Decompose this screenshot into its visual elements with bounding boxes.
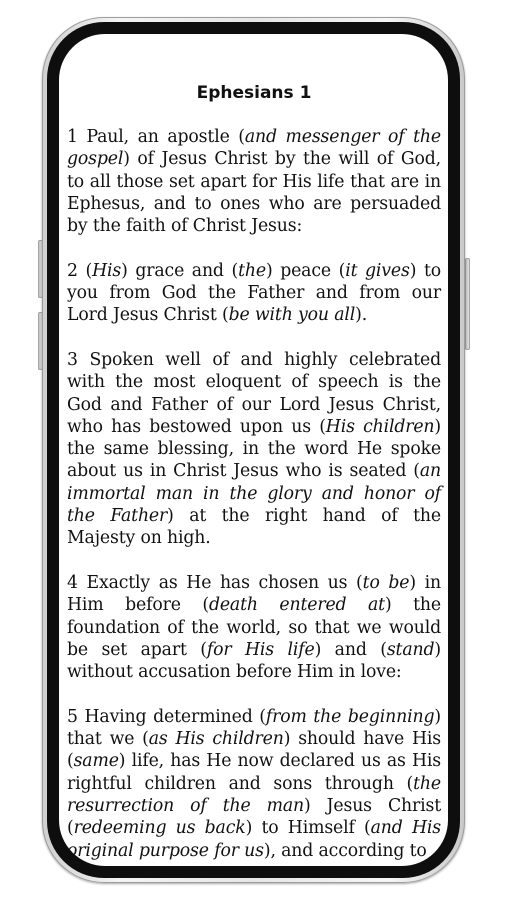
verse-text: ), and according to bbox=[263, 840, 427, 861]
verse-italic-text: for His life bbox=[206, 639, 315, 660]
verse-paragraph bbox=[67, 126, 441, 237]
verse-text: 4 Exactly as He has chosen us ( bbox=[67, 572, 363, 593]
verse-text: 1 Paul, an apostle ( bbox=[67, 127, 245, 147]
verse-text: ) should have His ( bbox=[67, 729, 441, 772]
verse-text: ) in Him before ( bbox=[67, 572, 441, 616]
verse-paragraph bbox=[67, 349, 441, 550]
verse-italic-text: be with you all bbox=[228, 305, 356, 326]
verse-italic-text: to be bbox=[362, 572, 410, 593]
verse-text: ). bbox=[355, 305, 368, 326]
phone-frame bbox=[42, 17, 465, 883]
verse-text: 2 ( bbox=[67, 260, 93, 281]
verse-italic-text: and His original purpose for us bbox=[67, 818, 441, 861]
verse-text: ) grace and ( bbox=[121, 260, 239, 281]
verse-italic-text: stand bbox=[386, 639, 435, 660]
verse-text: ) the foundation of the world, so that we would be set apart ( bbox=[67, 595, 441, 660]
verse-italic-text: an immortal man in the glory and honor of the Father bbox=[67, 461, 441, 527]
verse-text: 3 Spoken well of and highly celebrated with the most eloquent of speech is the God and Father of our Lord Jesus Christ, who has bestowed upon us ( bbox=[67, 349, 441, 437]
verse-italic-text: same bbox=[73, 751, 119, 772]
verse-italic-text: death entered at bbox=[208, 595, 385, 616]
verse-paragraph bbox=[67, 572, 441, 683]
verse-italic-text: it gives bbox=[345, 260, 410, 281]
verse-text: ) at the right hand of the Majesty on high. bbox=[67, 506, 441, 549]
verse-text: ) peace ( bbox=[265, 260, 346, 281]
verse-text: ) to you from God the Father and from our Lord Jesus Christ ( bbox=[67, 260, 442, 326]
verse-italic-text: as His children bbox=[148, 729, 284, 750]
verse-paragraph bbox=[67, 260, 441, 327]
verse-text: ) and ( bbox=[314, 639, 387, 660]
verse-text: ) that we ( bbox=[67, 706, 441, 750]
chapter-title: Ephesians 1 bbox=[196, 83, 312, 103]
verse-text: ) of Jesus Christ by the will of God, to all those set apart for His life that are in Ephesus, and to ones who are persuaded by the faith of Christ Jesus: bbox=[67, 149, 441, 237]
verse-text: ) the same blessing, in the word He spoke about us in Christ Jesus who is seated ( bbox=[67, 416, 442, 482]
verse-italic-text: from the beginning bbox=[265, 706, 435, 727]
verse-list bbox=[67, 126, 441, 862]
verse-italic-text: the resurrection of the man bbox=[67, 773, 441, 816]
phone-bezel bbox=[47, 22, 460, 878]
reader-content bbox=[67, 82, 441, 866]
verse-text: ) life, has He now declared us as His rightful children and sons through ( bbox=[67, 751, 441, 794]
verse-italic-text: His bbox=[92, 260, 122, 281]
verse-italic-text: the bbox=[238, 260, 266, 281]
verse-text: ) to Himself ( bbox=[245, 818, 371, 839]
verse-text: ) Jesus Christ ( bbox=[67, 795, 441, 839]
verse-text: ) without accusation before Him in love: bbox=[67, 639, 441, 683]
verse-paragraph bbox=[67, 706, 441, 862]
verse-text: 5 Having determined ( bbox=[67, 706, 266, 727]
power-button[interactable] bbox=[465, 258, 470, 350]
verse-italic-text: and messenger of the gospel bbox=[67, 127, 441, 170]
phone-screen[interactable] bbox=[59, 34, 448, 866]
verse-italic-text: redeeming us back bbox=[73, 818, 246, 839]
verse-italic-text: His children bbox=[325, 416, 435, 437]
